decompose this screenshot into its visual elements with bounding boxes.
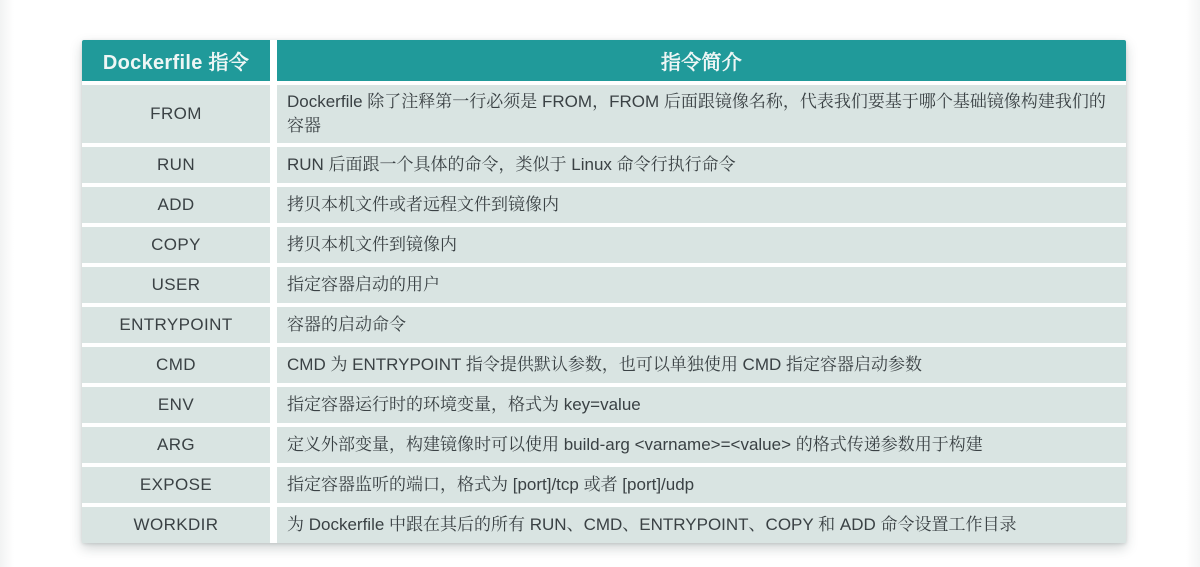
instruction-cell: ENV (82, 387, 270, 423)
summary-cell: 指定容器监听的端口，格式为 [port]/tcp 或者 [port]/udp (277, 467, 1126, 503)
instruction-cell: USER (82, 267, 270, 303)
instruction-cell: ENTRYPOINT (82, 307, 270, 343)
summary-cell: 指定容器运行时的环境变量，格式为 key=value (277, 387, 1126, 423)
summary-cell: 拷贝本机文件或者远程文件到镜像内 (277, 187, 1126, 223)
summary-cell: RUN 后面跟一个具体的命令，类似于 Linux 命令行执行命令 (277, 147, 1126, 183)
instruction-cell: WORKDIR (82, 507, 270, 543)
instruction-cell: CMD (82, 347, 270, 383)
summary-cell: Dockerfile 除了注释第一行必须是 FROM，FROM 后面跟镜像名称，代表我们要基于哪个基础镜像构建我们的容器 (277, 85, 1126, 143)
instruction-cell: ARG (82, 427, 270, 463)
table-grid (82, 40, 1126, 543)
instruction-cell: COPY (82, 227, 270, 263)
instruction-cell: FROM (82, 85, 270, 143)
column-header-summary: 指令简介 (277, 40, 1126, 81)
summary-cell: 定义外部变量，构建镜像时可以使用 build-arg <varname>=<value> 的格式传递参数用于构建 (277, 427, 1126, 463)
summary-cell: 指定容器启动的用户 (277, 267, 1126, 303)
instruction-cell: EXPOSE (82, 467, 270, 503)
instruction-cell: ADD (82, 187, 270, 223)
summary-cell: 拷贝本机文件到镜像内 (277, 227, 1126, 263)
summary-cell: CMD 为 ENTRYPOINT 指令提供默认参数，也可以单独使用 CMD 指定容器启动参数 (277, 347, 1126, 383)
dockerfile-instructions-table (82, 40, 1126, 543)
instruction-cell: RUN (82, 147, 270, 183)
column-header-instruction: Dockerfile 指令 (82, 40, 270, 81)
summary-cell: 容器的启动命令 (277, 307, 1126, 343)
summary-cell: 为 Dockerfile 中跟在其后的所有 RUN、CMD、ENTRYPOINT、COPY 和 ADD 命令设置工作目录 (277, 507, 1126, 543)
